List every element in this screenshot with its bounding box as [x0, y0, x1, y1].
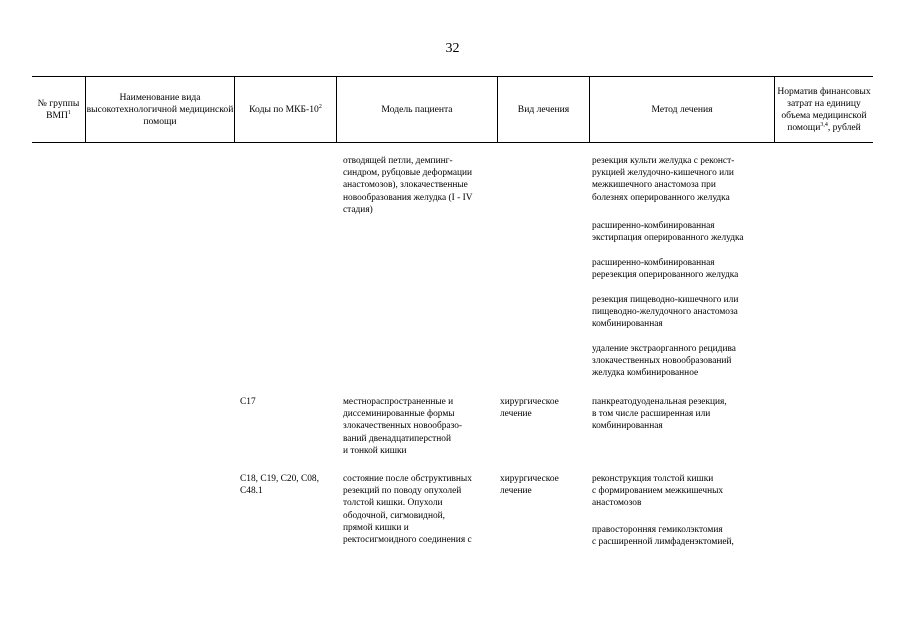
row1-method-3: расширенно-комбинированная ререзекция оперированного желудка [592, 258, 739, 281]
header-icd-codes: Коды по МКБ-$10^2$ [249, 103, 322, 115]
header-treatment-type: Вид лечения [517, 103, 570, 115]
row1-method-2: расширенно-комбинированная экстирпация оперированного желудка [592, 221, 744, 244]
row2-patient-model: местнораспространенные и диссеминированные формы злокачественных новообразо- ваний двенадцатиперстной и тонкой кишки [343, 397, 463, 456]
row1-method-1: резекция культи желудка с реконст- рукцией желудочно-кишечного или межкишечного анастомоза при болезнях оперированного желудка [592, 156, 735, 203]
header-financial-norm: Норматив финансовых затрат на единицу объема медицинской помощи$^{3,4}$, рублей [777, 85, 871, 133]
row3-method-1: реконструкция толстой кишки с формированием межкишечных анастомозов [592, 474, 724, 509]
row3-method-2: правосторонняя гемиколэктомия с расширенной лимфаденэктомией, [592, 525, 734, 548]
header-bottom-border [32, 142, 873, 143]
row3-treatment-type: хирургическое лечение [500, 474, 559, 497]
row3-icd-codes: C18, C19, C20, C08, C48.1 [240, 474, 319, 497]
header-group: № группы ВМП$^1$ [37, 97, 80, 121]
header-patient-model: Модель пациента [381, 103, 453, 115]
row1-method-4: резекция пищеводно-кишечного или пищеводно-желудочного анастомоза комбинированная [592, 295, 739, 330]
page-number: 32 [445, 41, 460, 56]
row1-patient-model: отводящей петли, демпинг- синдром, рубцовые деформации анастомозов), злокачественные новообразования желудка (I - IV стадия) [343, 156, 473, 215]
row2-icd-codes: C17 [240, 397, 256, 407]
row1-method-5: удаление экстраорганного рецидива злокачественных новообразований желудка комбинированное [592, 344, 736, 379]
row3-patient-model: состояние после обструктивных резекций по поводу опухолей толстой кишки. Опухоли ободочной, сигмовидной, прямой кишки и ректосигмоидного соединения с [343, 474, 472, 546]
header-care-type: Наименование вида высокотехнологичной медицинской помощи [86, 91, 234, 127]
row2-method-1: панкреатодуоденальная резекция, в том числе расширенная или комбинированная [592, 397, 727, 432]
header-treatment-method: Метод лечения [651, 103, 713, 115]
row2-treatment-type: хирургическое лечение [500, 397, 559, 420]
